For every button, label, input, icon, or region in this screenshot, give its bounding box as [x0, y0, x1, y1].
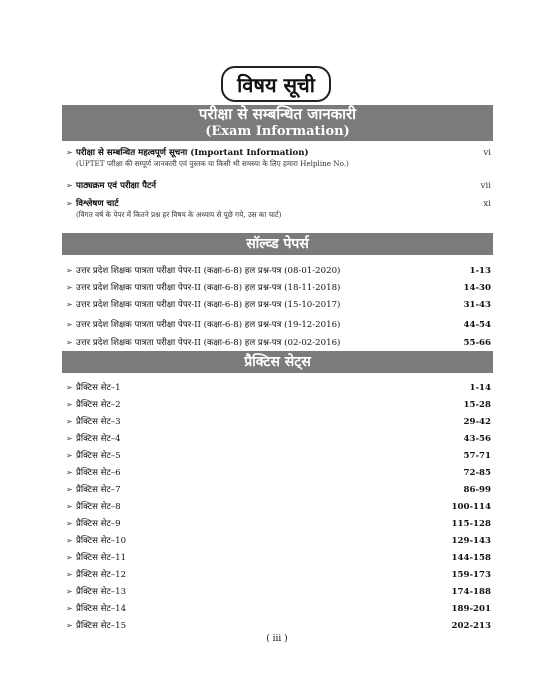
toc-entry-page: 15-28 — [463, 400, 491, 410]
arrow-icon: ➢ — [66, 300, 73, 309]
toc-entry[interactable] — [66, 517, 491, 529]
arrow-icon: ➢ — [66, 468, 73, 477]
toc-entry[interactable] — [66, 281, 491, 293]
toc-entry-label: प्रैक्टिस सेट–14 — [76, 604, 127, 614]
toc-entry-page: 1-13 — [469, 266, 491, 276]
toc-entry-label: प्रैक्टिस सेट–3 — [76, 417, 121, 427]
toc-entry[interactable] — [66, 534, 491, 546]
toc-entry-label: प्रैक्टिस सेट–2 — [76, 400, 121, 410]
toc-entry[interactable] — [66, 466, 491, 478]
toc-entry-note: (विगत वर्ष के पेपर में कितने प्रश्न हर विषय के अध्याय से पूछे गये, उस का चार्ट) — [76, 210, 282, 219]
toc-entry[interactable] — [66, 449, 491, 461]
toc-entry-page: 100-114 — [451, 502, 491, 512]
section-heading-practice-sets: प्रैक्टिस सेट्स — [62, 351, 493, 373]
arrow-icon: ➢ — [66, 338, 73, 347]
arrow-icon: ➢ — [66, 434, 73, 443]
toc-entry[interactable] — [66, 483, 491, 495]
toc-entry[interactable] — [66, 381, 491, 393]
section-heading-hindi: परीक्षा से सम्बन्धित जानकारी — [198, 105, 357, 123]
toc-entry-label: प्रैक्टिस सेट–1 — [76, 383, 121, 393]
toc-entry[interactable] — [66, 551, 491, 563]
toc-entry-label: उत्तर प्रदेश शिक्षक पात्रता परीक्षा पेपर-II (कक्षा-6-8) हल प्रश्न-पत्र (02-02-2016) — [76, 338, 341, 348]
toc-entry[interactable] — [66, 264, 491, 276]
toc-entry[interactable] — [66, 298, 491, 310]
section-heading-exam-information — [62, 105, 493, 141]
toc-entry[interactable] — [66, 568, 491, 580]
toc-entry[interactable] — [66, 585, 491, 597]
section-heading-solved-papers: सॉल्व्ड पेपर्स — [62, 233, 493, 255]
page-number-footer: ( iii ) — [266, 634, 288, 644]
toc-entry-label: प्रैक्टिस सेट–4 — [76, 434, 121, 444]
arrow-icon: ➢ — [66, 320, 73, 329]
toc-entry-page: xi — [483, 199, 491, 209]
page-title: विषय सूची — [221, 66, 331, 102]
toc-entry-label: प्रैक्टिस सेट–10 — [76, 536, 127, 546]
arrow-icon: ➢ — [66, 485, 73, 494]
toc-entry-page: 14-30 — [463, 283, 491, 293]
toc-entry-page: 86-99 — [463, 485, 491, 495]
arrow-icon: ➢ — [66, 199, 73, 208]
toc-entry-label: प्रैक्टिस सेट–12 — [76, 570, 127, 580]
arrow-icon: ➢ — [66, 181, 73, 190]
toc-entry-page: 57-71 — [463, 451, 491, 461]
toc-entry-page: 174-188 — [451, 587, 491, 597]
toc-entry-label: प्रैक्टिस सेट–7 — [76, 485, 121, 495]
toc-entry-note: (UPTET परीक्षा की सम्पूर्ण जानकारी एवं पुस्तक या किसी भी समस्या के लिए हमारा Helpline No.) — [76, 159, 349, 168]
toc-entry-page: vii — [480, 181, 491, 191]
toc-entry-label: उत्तर प्रदेश शिक्षक पात्रता परीक्षा पेपर-II (कक्षा-6-8) हल प्रश्न-पत्र (08-01-2020) — [76, 266, 341, 276]
toc-entry-page: 1-14 — [469, 383, 491, 393]
arrow-icon: ➢ — [66, 266, 73, 275]
toc-entry-label: प्रैक्टिस सेट–13 — [76, 587, 127, 597]
toc-entry-label: पाठ्यक्रम एवं परीक्षा पैटर्न — [76, 181, 157, 191]
toc-entry[interactable] — [66, 336, 491, 348]
toc-entry-page: 31-43 — [463, 300, 491, 310]
toc-entry-page: vi — [483, 148, 491, 158]
toc-entry-page: 29-42 — [463, 417, 491, 427]
toc-entry-label: प्रैक्टिस सेट–15 — [76, 621, 127, 631]
toc-entry-page: 159-173 — [451, 570, 491, 580]
arrow-icon: ➢ — [66, 148, 73, 157]
toc-entry-page: 43-56 — [463, 434, 491, 444]
arrow-icon: ➢ — [66, 417, 73, 426]
toc-entry-page: 44-54 — [463, 320, 491, 330]
section-heading-english: (Exam Information) — [205, 124, 350, 139]
toc-entry-label: प्रैक्टिस सेट–9 — [76, 519, 121, 529]
toc-entry[interactable] — [66, 500, 491, 512]
toc-entry[interactable] — [66, 602, 491, 614]
toc-entry-page: 72-85 — [463, 468, 491, 478]
arrow-icon: ➢ — [66, 536, 73, 545]
toc-entry-label: परीक्षा से सम्बन्धित महत्वपूर्ण सूचना (Important Information) — [76, 148, 309, 158]
toc-entry-page: 55-66 — [463, 338, 491, 348]
toc-entry[interactable] — [66, 179, 491, 191]
arrow-icon: ➢ — [66, 570, 73, 579]
toc-entry-page: 129-143 — [451, 536, 491, 546]
toc-entry-label: प्रैक्टिस सेट–5 — [76, 451, 121, 461]
toc-entry[interactable] — [66, 146, 491, 158]
toc-entry-label: प्रैक्टिस सेट–8 — [76, 502, 121, 512]
arrow-icon: ➢ — [66, 519, 73, 528]
toc-entry-page: 189-201 — [451, 604, 491, 614]
arrow-icon: ➢ — [66, 451, 73, 460]
toc-entry-page: 144-158 — [451, 553, 491, 563]
toc-entry[interactable] — [66, 415, 491, 427]
toc-entry-label: प्रैक्टिस सेट–6 — [76, 468, 121, 478]
toc-entry[interactable] — [66, 619, 491, 631]
toc-entry-label: विश्लेषण चार्ट — [76, 199, 119, 209]
arrow-icon: ➢ — [66, 283, 73, 292]
arrow-icon: ➢ — [66, 383, 73, 392]
toc-entry[interactable] — [66, 197, 491, 209]
toc-entry-label: उत्तर प्रदेश शिक्षक पात्रता परीक्षा पेपर-II (कक्षा-6-8) हल प्रश्न-पत्र (19-12-2016) — [76, 320, 341, 330]
toc-entry-label: उत्तर प्रदेश शिक्षक पात्रता परीक्षा पेपर-II (कक्षा-6-8) हल प्रश्न-पत्र (18-11-2018) — [76, 283, 341, 293]
toc-entry-label: उत्तर प्रदेश शिक्षक पात्रता परीक्षा पेपर-II (कक्षा-6-8) हल प्रश्न-पत्र (15-10-2017) — [76, 300, 341, 310]
arrow-icon: ➢ — [66, 587, 73, 596]
toc-entry[interactable] — [66, 432, 491, 444]
toc-entry-page: 202-213 — [451, 621, 491, 631]
arrow-icon: ➢ — [66, 621, 73, 630]
arrow-icon: ➢ — [66, 553, 73, 562]
toc-entry-page: 115-128 — [451, 519, 491, 529]
toc-entry[interactable] — [66, 398, 491, 410]
toc-entry-label: प्रैक्टिस सेट–11 — [76, 553, 127, 563]
toc-entry[interactable] — [66, 318, 491, 330]
arrow-icon: ➢ — [66, 502, 73, 511]
arrow-icon: ➢ — [66, 400, 73, 409]
arrow-icon: ➢ — [66, 604, 73, 613]
